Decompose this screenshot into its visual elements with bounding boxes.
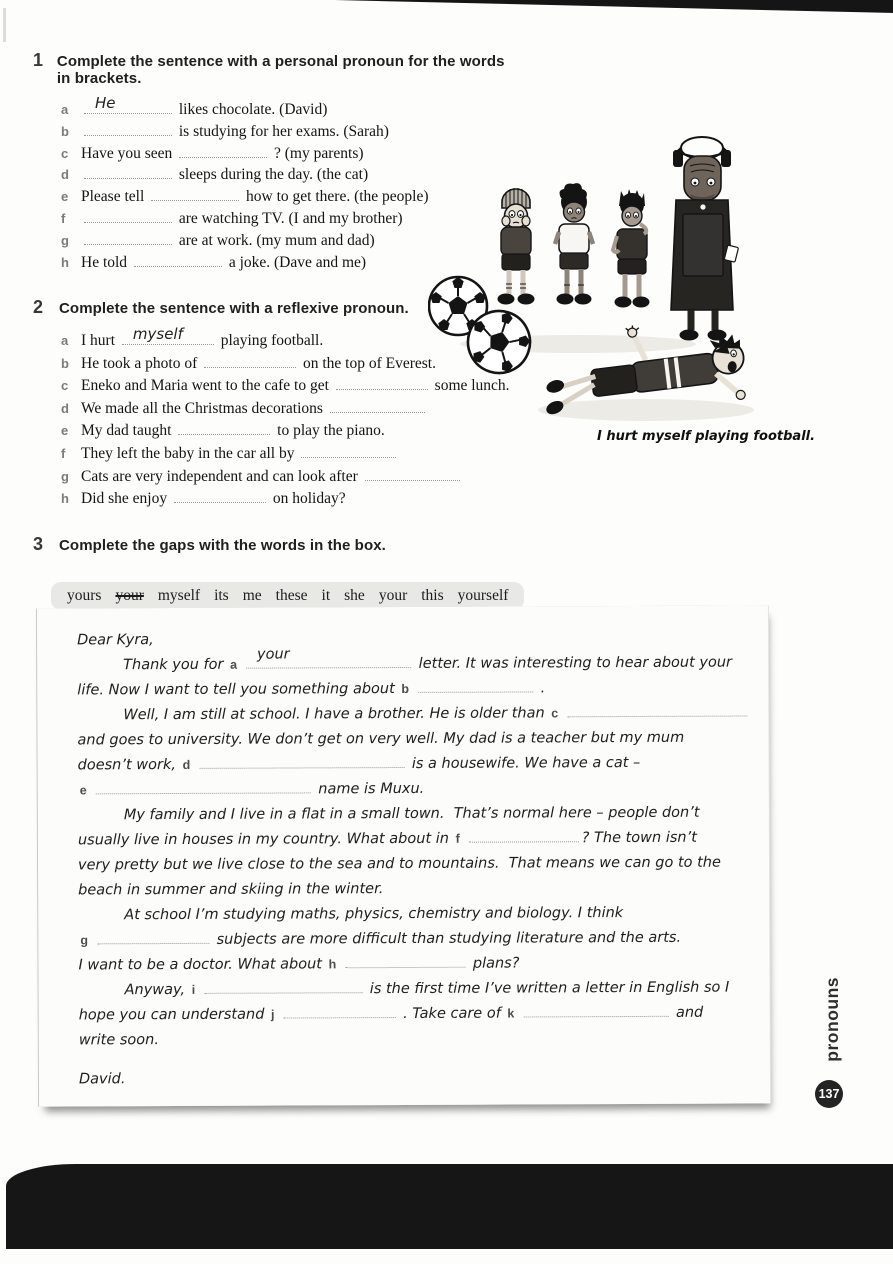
letter-line xyxy=(78,851,741,879)
text-segment: . Take care of xyxy=(398,1005,506,1023)
standing-kid-spiky-hair xyxy=(613,189,650,308)
item-sentence xyxy=(81,165,368,184)
answer-blank[interactable] xyxy=(345,955,465,969)
text-segment: plans? xyxy=(468,955,520,972)
text-segment: beach in summer and skiing in the winter. xyxy=(78,881,384,899)
handwritten-answer: myself xyxy=(132,325,183,343)
standing-kid-beanie xyxy=(498,188,535,305)
answer-blank[interactable] xyxy=(336,376,428,390)
gap-label: f xyxy=(455,831,460,846)
text-segment: Have you seen xyxy=(81,144,177,162)
letter-line xyxy=(78,776,741,804)
item-label: c xyxy=(61,145,69,161)
letter-line xyxy=(78,901,741,929)
answer-blank[interactable] xyxy=(246,646,411,669)
box-word: these xyxy=(275,587,308,604)
answer-blank[interactable] xyxy=(151,187,239,201)
gap-label: d xyxy=(182,757,191,772)
text-segment: We made all the Christmas decorations xyxy=(81,399,327,417)
text-segment: how to get there. (the people) xyxy=(242,188,429,206)
item-sentence xyxy=(81,467,463,486)
text-segment: Eneko and Maria went to the cafe to get xyxy=(81,377,333,395)
item-label: d xyxy=(61,167,69,183)
text-segment: to play the piano. xyxy=(273,422,385,440)
text-segment: a joke. (Dave and me) xyxy=(224,253,367,271)
text-segment: He told xyxy=(81,253,131,271)
exercise-item xyxy=(61,467,553,490)
page-number-badge: 137 xyxy=(815,1080,843,1108)
scan-top-shadow xyxy=(335,0,893,13)
box-word: its xyxy=(214,587,229,604)
answer-blank[interactable] xyxy=(84,209,172,223)
text-segment: usually live in houses in my country. What about in xyxy=(77,830,454,849)
answer-blank[interactable] xyxy=(96,780,311,794)
item-label: h xyxy=(61,254,69,270)
gap-label: a xyxy=(230,657,238,672)
answer-blank[interactable] xyxy=(84,165,172,179)
answer-blank[interactable] xyxy=(178,421,270,435)
exercise-item xyxy=(61,444,553,467)
text-segment: subjects are more difficult than studying literature and the arts. xyxy=(211,929,682,948)
answer-blank[interactable] xyxy=(97,931,209,944)
text-segment: write soon. xyxy=(78,1032,160,1049)
box-word: myself xyxy=(157,587,201,604)
letter-line xyxy=(77,676,740,704)
letter-signature xyxy=(79,1065,742,1093)
letter-line xyxy=(79,1026,742,1054)
referee xyxy=(671,137,739,341)
gap-label: e xyxy=(79,783,87,798)
text-segment: hope you can understand xyxy=(78,1006,270,1024)
answer-blank[interactable] xyxy=(174,489,266,503)
item-sentence xyxy=(81,144,364,163)
answer-blank[interactable] xyxy=(204,354,296,368)
text-segment: some lunch. xyxy=(430,377,510,395)
item-label: e xyxy=(61,189,69,205)
item-label: e xyxy=(61,423,69,439)
text-segment: name is Muxu. xyxy=(313,780,425,798)
text-segment: is the first time I’ve written a letter in English so I xyxy=(365,979,730,998)
text-segment: My dad taught xyxy=(81,422,176,440)
text-segment: Dear Kyra, xyxy=(77,632,154,649)
exercise-number: 1 xyxy=(33,50,44,70)
ground-shadow xyxy=(538,399,754,421)
exercise-3 xyxy=(33,534,573,610)
text-segment: ? The town isn’t xyxy=(581,829,697,847)
letter-line xyxy=(77,646,740,679)
item-sentence xyxy=(81,231,375,250)
text-segment: ? (my parents) xyxy=(270,144,364,162)
text-segment: I hurt xyxy=(81,332,119,349)
answer-blank[interactable] xyxy=(179,144,267,158)
item-label: h xyxy=(61,491,69,507)
item-label: b xyxy=(61,123,69,139)
exercise-instruction: Complete the sentence with a reflexive pronoun. xyxy=(59,300,409,317)
answer-blank[interactable] xyxy=(330,399,425,413)
item-sentence xyxy=(81,399,428,418)
item-label: c xyxy=(61,378,69,394)
item-label: f xyxy=(61,445,66,461)
text-segment: and goes to university. We don’t get on very well. My dad is a teacher but my mum xyxy=(77,729,685,749)
box-word: your xyxy=(115,587,144,604)
text-segment: on holiday? xyxy=(268,490,346,508)
answer-blank[interactable] xyxy=(523,1004,668,1018)
box-word: it xyxy=(321,587,331,604)
exercise-instruction: Complete the gaps with the words in the box. xyxy=(59,537,386,554)
box-word: she xyxy=(344,587,365,604)
box-word: me xyxy=(242,587,262,604)
letter-line xyxy=(78,801,741,829)
answer-blank[interactable] xyxy=(204,980,362,994)
text-segment: is studying for her exams. (Sarah) xyxy=(175,122,389,140)
letter-sheet xyxy=(37,605,770,1106)
item-sentence xyxy=(81,325,324,350)
gap-label: g xyxy=(80,933,89,948)
letter-line xyxy=(78,951,741,979)
text-segment: are at work. (my mum and dad) xyxy=(175,231,375,249)
text-segment: They left the baby in the car all by xyxy=(81,444,299,462)
answer-blank[interactable] xyxy=(122,325,214,345)
text-segment: Anyway, xyxy=(124,981,190,999)
exercise-1-header xyxy=(33,50,513,87)
answer-blank[interactable] xyxy=(469,829,579,842)
gap-label: k xyxy=(507,1006,515,1021)
exercise-number: 2 xyxy=(33,297,44,317)
item-label: g xyxy=(61,468,69,484)
football-illustration xyxy=(428,92,780,434)
letter-line xyxy=(77,626,740,654)
text-segment: Well, I am still at school. I have a brother. He is older than xyxy=(123,705,550,724)
gap-label: h xyxy=(328,957,337,972)
handwritten-answer: He xyxy=(95,94,116,112)
scan-bottom-black-band xyxy=(6,1164,893,1249)
text-segment: likes chocolate. (David) xyxy=(175,101,328,118)
box-word: your xyxy=(378,587,408,604)
item-label: a xyxy=(61,333,69,348)
answer-blank[interactable] xyxy=(418,679,533,693)
exercise-item xyxy=(61,489,553,512)
letter-line xyxy=(78,926,741,954)
exercise-number: 3 xyxy=(33,534,44,554)
text-segment: Please tell xyxy=(81,188,149,206)
answer-blank[interactable] xyxy=(301,444,396,458)
text-segment: My family and I live in a flat in a small town. That’s normal here – people don’t xyxy=(123,804,700,824)
item-label: b xyxy=(61,355,69,371)
box-word: yourself xyxy=(457,587,509,604)
gap-label: i xyxy=(191,982,196,997)
text-segment: David. xyxy=(78,1071,126,1088)
item-sentence xyxy=(81,354,436,373)
text-segment: is a housewife. We have a cat – xyxy=(407,754,641,772)
answer-blank[interactable] xyxy=(84,122,172,136)
text-segment: sleeps during the day. (the cat) xyxy=(175,166,369,184)
item-label: a xyxy=(61,102,69,117)
gap-label: j xyxy=(270,1007,275,1022)
text-segment: Thank you for xyxy=(123,656,229,674)
box-word: yours xyxy=(67,587,102,604)
scan-edge-mark xyxy=(3,8,6,42)
text-segment: very pretty but we live close to the sea and to mountains. That means we can go to the xyxy=(78,854,721,874)
answer-blank[interactable] xyxy=(365,467,460,481)
text-segment: letter. It was interesting to hear about your xyxy=(414,654,733,672)
text-segment: Cats are very independent and can look after xyxy=(81,467,362,485)
text-segment: doesn’t work, xyxy=(77,756,181,774)
item-sentence xyxy=(81,187,429,206)
handwritten-answer: your xyxy=(256,646,290,663)
answer-blank[interactable] xyxy=(567,703,747,717)
text-segment: on the top of Everest. xyxy=(299,354,436,372)
answer-blank[interactable] xyxy=(283,1005,395,1018)
answer-blank[interactable] xyxy=(134,253,222,267)
text-segment: I want to be a doctor. What about xyxy=(78,956,327,974)
text-segment: life. Now I want to tell you something about xyxy=(77,681,400,699)
item-sentence xyxy=(81,94,328,119)
text-segment: He took a photo of xyxy=(81,354,202,372)
item-sentence xyxy=(81,122,389,141)
text-segment: Did she enjoy xyxy=(81,490,171,508)
text-segment: . xyxy=(536,680,546,697)
item-sentence xyxy=(81,209,403,228)
item-label: f xyxy=(61,210,66,226)
answer-blank[interactable] xyxy=(84,231,172,245)
letter-line xyxy=(77,701,740,729)
answer-blank[interactable] xyxy=(84,94,172,114)
answer-blank[interactable] xyxy=(199,755,404,769)
box-word: this xyxy=(421,587,444,604)
exercise-instruction: Complete the sentence with a personal pronoun for the words in brackets. xyxy=(56,53,505,87)
text-segment: At school I’m studying maths, physics, chemistry and biology. I think xyxy=(124,905,624,924)
item-sentence xyxy=(81,489,346,508)
letter-line xyxy=(79,1001,742,1029)
letter-line xyxy=(77,726,740,754)
illustration-caption: I hurt myself playing football. xyxy=(597,429,816,444)
item-label: g xyxy=(61,232,69,248)
text-segment: are watching TV. (I and my brother) xyxy=(175,209,403,227)
gap-label: b xyxy=(401,681,410,697)
letter-line xyxy=(78,826,741,854)
section-side-label: pronouns xyxy=(822,977,842,1062)
gap-label: c xyxy=(551,706,559,721)
item-sentence xyxy=(81,444,399,463)
standing-kid-white-shirt xyxy=(555,183,593,304)
letter-line xyxy=(78,876,741,904)
text-segment: and xyxy=(671,1004,704,1021)
text-segment: playing football. xyxy=(216,332,324,349)
letter-line xyxy=(79,976,742,1004)
exercise-3-header xyxy=(33,534,573,555)
item-sentence xyxy=(81,421,385,440)
letter-line xyxy=(78,751,741,779)
item-label: d xyxy=(61,400,69,416)
item-sentence xyxy=(81,253,366,272)
